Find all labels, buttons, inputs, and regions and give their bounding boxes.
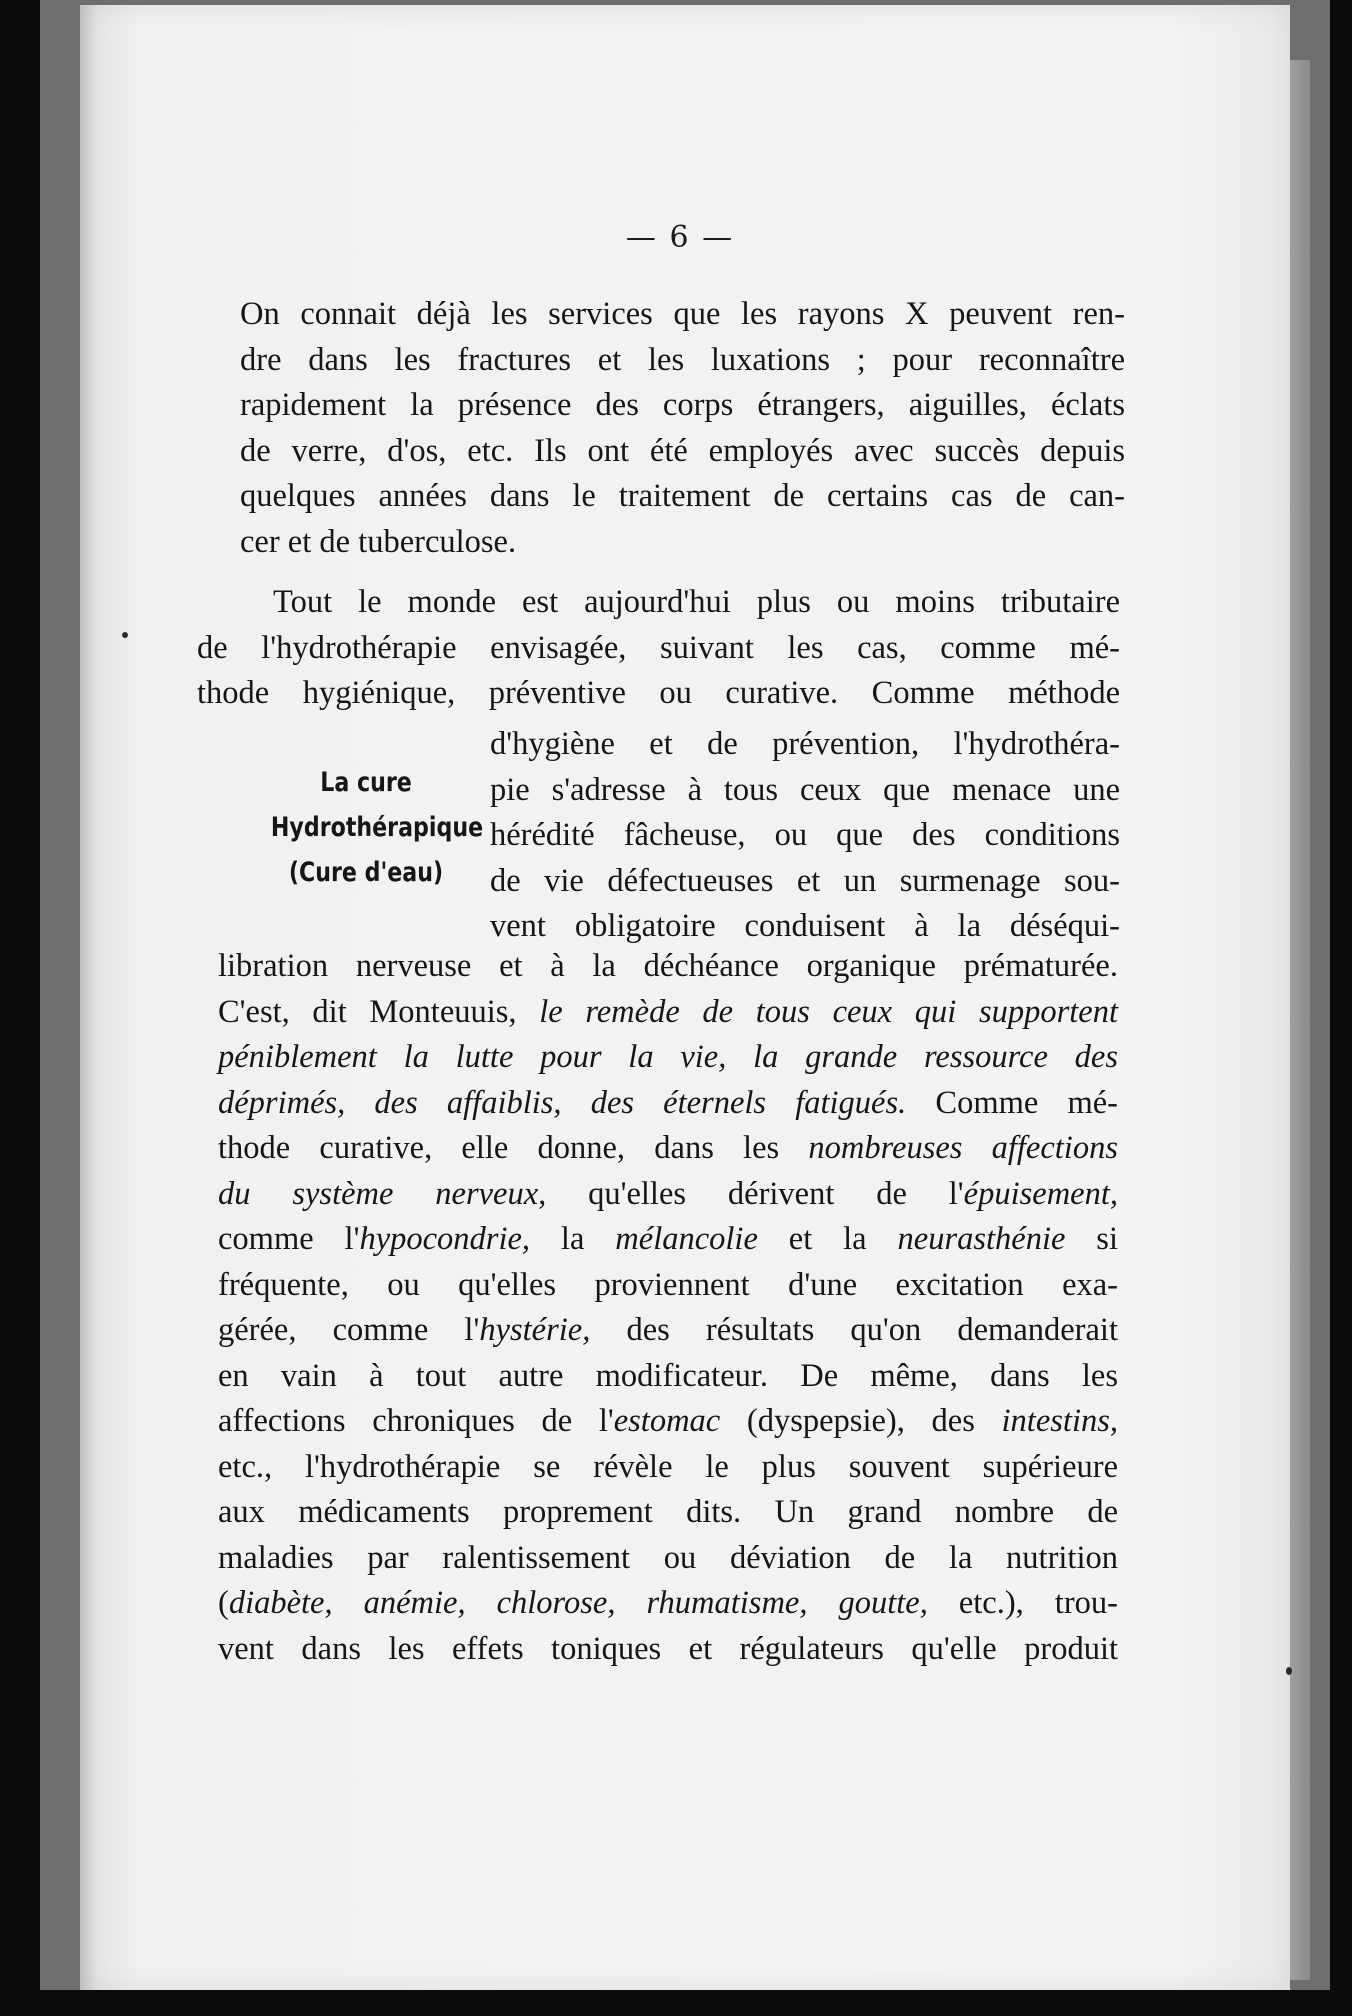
text-line — [218, 1627, 1118, 1673]
paragraph-hydrotherapy-benefits — [218, 944, 1118, 1672]
text-run: des résultats qu'on demanderait — [590, 1312, 1118, 1348]
text-run: en vain à tout autre modificateur. De même, dans les — [218, 1357, 1118, 1394]
text-run: qu'elles dérivent de l' — [546, 1175, 964, 1212]
text-line: de verre, d'os, etc. Ils ont été employés avec succès depuis — [240, 432, 1125, 469]
text-run: affections chroniques de l' — [218, 1403, 614, 1439]
text-line — [218, 1490, 1118, 1536]
text-run: etc.), trou- — [927, 1585, 1118, 1621]
paragraph-xrays — [240, 292, 1125, 565]
text-line — [218, 1445, 1118, 1491]
term-italic: intestins, — [1001, 1403, 1118, 1439]
text-run: C'est, dit Monteuuis, — [218, 993, 540, 1030]
term-italic: mélancolie — [615, 1221, 758, 1257]
text-line: d'hygiène et de prévention, l'hydrothéra- — [490, 726, 1120, 762]
text-run: maladies par ralentissement ou déviation de la nutrition — [218, 1539, 1118, 1576]
text-line: rapidement la présence des corps étrangers, aiguilles, éclats — [240, 387, 1125, 423]
text-run: libration nerveuse et à la déchéance organique prématurée. — [218, 948, 1118, 984]
text-line: de l'hydrothérapie envisagée, suivant les cas, comme mé- — [197, 629, 1120, 666]
text-line — [218, 1308, 1118, 1354]
text-line: quelques années dans le traitement de certains cas de can- — [240, 478, 1125, 514]
text-run: et la — [757, 1221, 898, 1257]
text-run: la — [530, 1221, 616, 1257]
text-run: fréquente, ou qu'elles proviennent d'une excitation exa- — [218, 1266, 1118, 1303]
text-line: pie s'adresse à tous ceux que menace une — [490, 771, 1120, 808]
text-line: Tout le monde est aujourd'hui plus ou moins tributaire — [273, 584, 1120, 620]
text-line — [218, 944, 1118, 990]
text-line — [218, 1172, 1118, 1218]
text-run: si — [1065, 1221, 1118, 1257]
term-italic: estomac — [613, 1403, 721, 1439]
text-run: (dyspepsie), des — [720, 1403, 1002, 1439]
page-number: — 6 — — [625, 220, 735, 255]
text-line: dre dans les fractures et les luxations ; pour reconnaître — [240, 341, 1125, 378]
term-italic: hystérie, — [479, 1312, 591, 1348]
ink-speck — [122, 632, 128, 638]
text-run: aux médicaments proprement dits. Un grand nombre de — [218, 1494, 1118, 1530]
text-line — [218, 1536, 1118, 1582]
side-heading — [270, 760, 484, 895]
side-heading-line: Hydrothérapique — [270, 812, 484, 843]
term-italic: hypocondrie, — [359, 1221, 531, 1257]
text-line — [218, 1581, 1118, 1627]
text-line: thode hygiénique, préventive ou curative. Comme méthode — [197, 675, 1120, 711]
text-run: Comme mé- — [906, 1084, 1118, 1121]
quotation-italic: déprimés, des affaiblis, des éternels fatigués. — [218, 1084, 907, 1121]
ink-speck — [1286, 1667, 1292, 1675]
text-line — [218, 1035, 1118, 1081]
text-line — [218, 1126, 1118, 1172]
text-run: comme l' — [218, 1221, 360, 1257]
text-line: hérédité fâcheuse, ou que des conditions — [490, 817, 1120, 853]
paragraph-hydrotherapy-intro — [197, 580, 1120, 717]
quotation-italic: le remède de tous ceux qui supportent — [539, 993, 1118, 1030]
side-heading-line: La cure — [320, 767, 412, 798]
text-line — [218, 1354, 1118, 1400]
text-line: de vie défectueuses et un surmenage sou- — [490, 862, 1120, 899]
text-line — [218, 1081, 1118, 1127]
text-run: gérée, comme l' — [218, 1312, 480, 1348]
text-line: On connait déjà les services que les rayons X peuvent ren- — [240, 296, 1125, 332]
term-italic: épuisement, — [963, 1175, 1118, 1212]
text-run: thode curative, elle donne, dans les — [218, 1130, 809, 1166]
text-line: vent obligatoire conduisent à la déséqui- — [490, 908, 1120, 944]
side-heading-line: (Cure d'eau) — [288, 857, 444, 888]
text-line — [218, 1399, 1118, 1445]
paragraph-hygiene — [490, 722, 1120, 950]
term-italic: du système nerveux, — [218, 1175, 547, 1212]
text-line — [218, 990, 1118, 1036]
term-italic: neurasthénie — [897, 1221, 1066, 1257]
text-line — [218, 1217, 1118, 1263]
text-run: etc., l'hydrothérapie se révèle le plus souvent supérieure — [218, 1448, 1118, 1485]
term-italic: diabète, anémie, chlorose, rhumatisme, goutte, — [228, 1585, 928, 1621]
text-line: cer et de tuberculose. — [240, 523, 517, 560]
quotation-italic: péniblement la lutte pour la vie, la grande ressource des — [218, 1039, 1118, 1075]
term-italic: nombreuses affections — [808, 1130, 1118, 1166]
text-run: ( — [218, 1585, 229, 1621]
text-line — [218, 1263, 1118, 1309]
text-run: vent dans les effets toniques et régulateurs qu'elle produit — [218, 1630, 1118, 1667]
